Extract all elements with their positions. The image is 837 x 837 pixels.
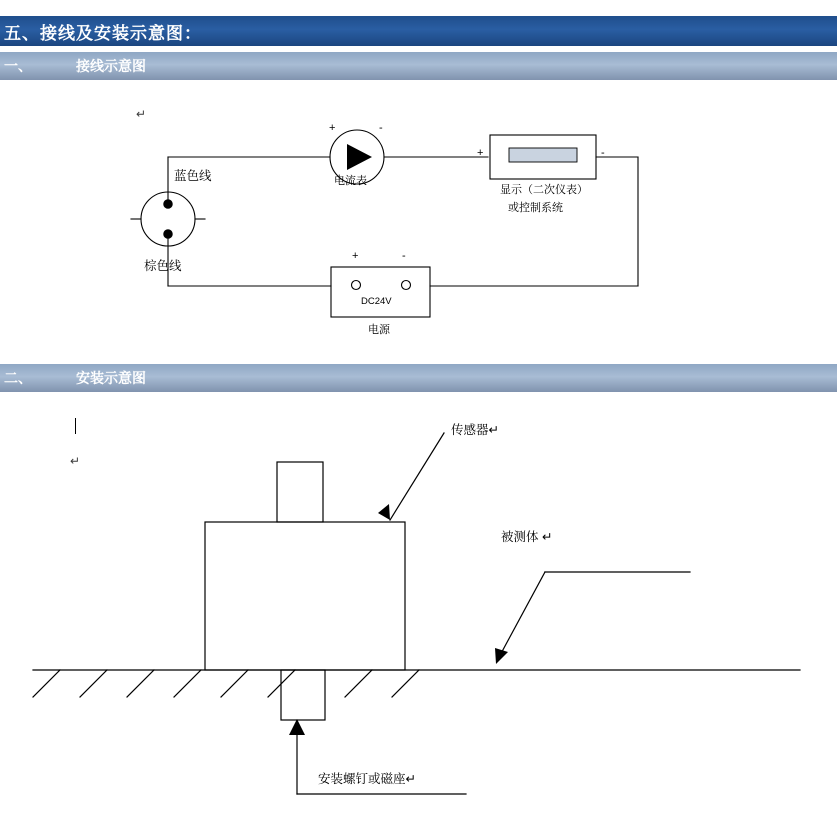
- wiring-diagram-graphics: [0, 82, 837, 360]
- section-heading-main: [0, 16, 837, 46]
- label-power-dc24v: DC24V: [361, 296, 392, 307]
- section-heading-main-text: 五、接线及安装示意图：: [4, 23, 202, 43]
- section-heading-wiring-number: 一、: [4, 58, 32, 74]
- arrowhead-sensor: [378, 504, 390, 520]
- label-screw-or-magnet: 安装螺钉或磁座↵: [318, 772, 416, 786]
- power-terminal-minus: [402, 281, 411, 290]
- wiring-pilcrow-1: ↵: [136, 107, 147, 121]
- label-display-line2: 或控制系统: [508, 202, 563, 214]
- label-power-caption: 电源: [368, 324, 390, 336]
- ammeter-diode-triangle: [347, 144, 372, 170]
- leader-sensor: [390, 433, 444, 520]
- label-sensor: 传感器↵: [451, 423, 499, 437]
- label-display-line1: 显示（二次仪表）: [500, 184, 588, 196]
- label-power-minus: -: [402, 250, 406, 262]
- label-blue-wire: 蓝色线: [174, 169, 212, 183]
- power-supply-box: [331, 267, 430, 317]
- label-measured-body: 被测体 ↵: [501, 530, 553, 544]
- sensor-body: [205, 522, 405, 670]
- mounting-diagram-graphics: [0, 394, 837, 834]
- section-heading-wiring-text: 接线示意图: [76, 58, 146, 74]
- section-heading-mounting: [0, 364, 837, 392]
- arrowhead-screw: [289, 719, 305, 735]
- label-brown-wire: 棕色线: [144, 259, 182, 273]
- wiring-diagram: [0, 82, 837, 360]
- sensor-top-stub: [277, 462, 323, 522]
- section-heading-wiring: [0, 52, 837, 80]
- label-ammeter-caption: 电流表: [334, 175, 367, 187]
- leader-measured-diagonal: [498, 572, 545, 659]
- display-screen: [509, 148, 577, 162]
- arrowhead-measured: [495, 648, 508, 664]
- mounting-pilcrow-1: ↵: [70, 454, 81, 468]
- label-power-plus: +: [352, 250, 359, 262]
- label-ammeter-minus: -: [379, 122, 383, 134]
- label-ammeter-plus: +: [329, 122, 336, 134]
- text-caret: [75, 418, 76, 434]
- mounting-diagram: [0, 394, 837, 834]
- power-terminal-plus: [352, 281, 361, 290]
- section-heading-mounting-number: 二、: [4, 370, 32, 386]
- label-display-minus: -: [601, 147, 605, 159]
- label-display-plus: +: [477, 147, 484, 159]
- section-heading-mounting-text: 安装示意图: [76, 370, 146, 386]
